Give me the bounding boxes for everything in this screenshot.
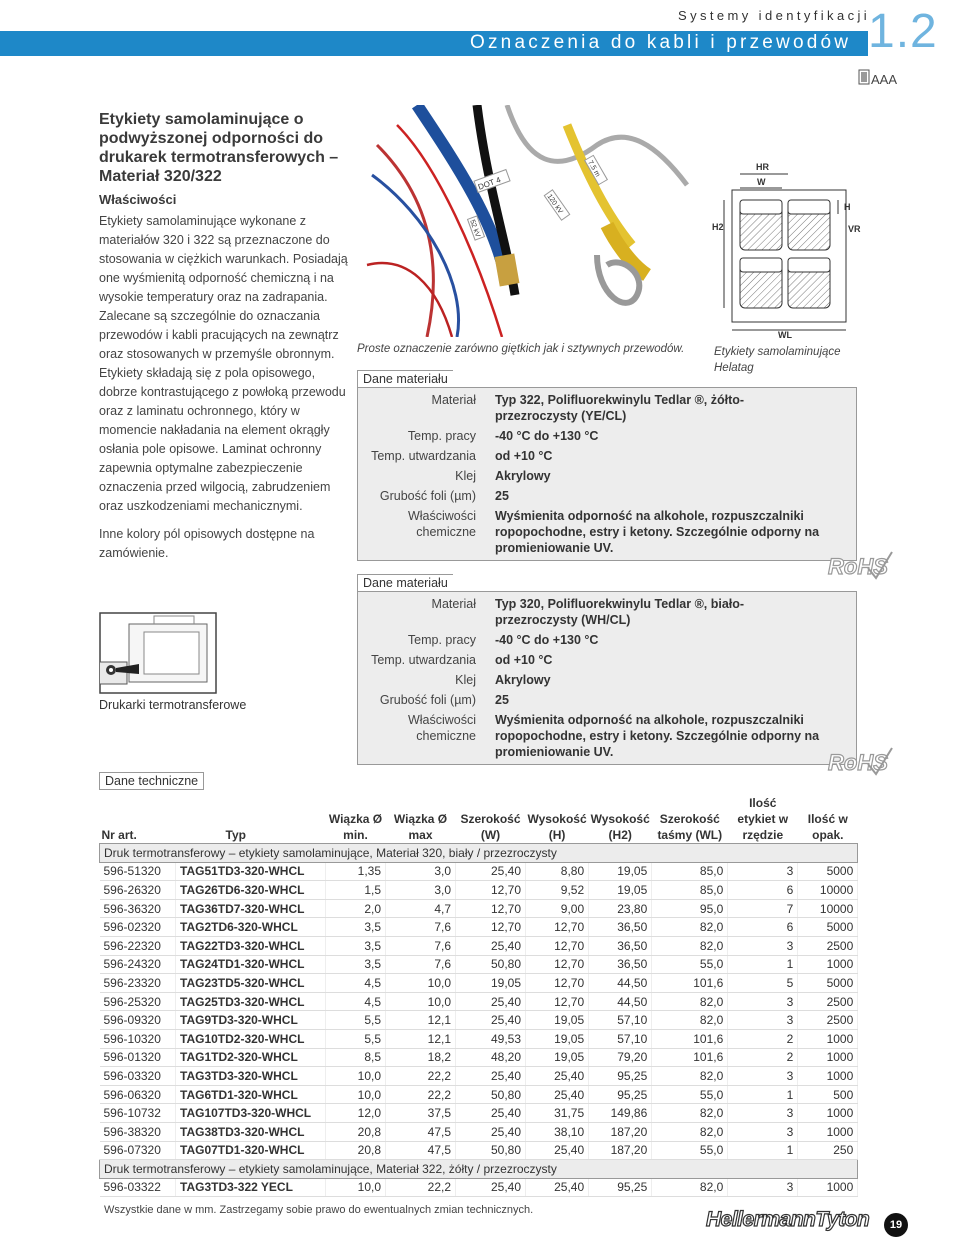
table-cell: 19,05 [526, 1011, 589, 1030]
cable-tag: 7.5 m [586, 159, 601, 179]
table-row [100, 881, 858, 900]
col-header: Wiązka Ø min. [328, 812, 383, 842]
table-cell: 55,0 [652, 1141, 728, 1160]
material-value: -40 °C do +130 °C [495, 633, 599, 647]
table-cell: 5000 [798, 918, 858, 937]
table-cell: 3 [728, 1122, 798, 1141]
table-cell: 1000 [798, 1178, 858, 1197]
properties-heading: Właściwości [99, 192, 177, 207]
table-cell: TAG36TD7-320-WHCL [176, 899, 326, 918]
table-cell: 95,0 [652, 899, 728, 918]
group-title: Druk termotransferowy – etykiety samolaminujące, Materiał 322, żółty / przezroczysty [100, 1160, 858, 1179]
table-row [100, 1011, 858, 1030]
col-header: Nr art. [101, 828, 137, 842]
table-cell: 5 [728, 974, 798, 993]
table-cell: 8,80 [526, 862, 589, 881]
table-cell: 12,70 [526, 992, 589, 1011]
table-cell: 3,0 [386, 862, 456, 881]
table-cell: TAG26TD6-320-WHCL [176, 881, 326, 900]
col-header: Szerokość taśmy (WL) [657, 812, 723, 842]
table-cell: 2500 [798, 992, 858, 1011]
table-cell: 82,0 [652, 1104, 728, 1123]
table-cell: TAG6TD1-320-WHCL [176, 1085, 326, 1104]
table-cell: 25,40 [456, 1011, 526, 1030]
table-cell: 187,20 [589, 1141, 652, 1160]
table-cell: 596-02320 [100, 918, 176, 937]
table-cell: 596-38320 [100, 1122, 176, 1141]
table-cell: 10,0 [326, 1178, 386, 1197]
col-header: Wysokość (H) [527, 812, 587, 842]
material-label: Klej [455, 673, 476, 687]
table-cell: 25,40 [526, 1067, 589, 1086]
dim-label: W [757, 177, 766, 187]
material-label: Temp. utwardzania [371, 653, 476, 667]
table-cell: 1000 [798, 1104, 858, 1123]
table-cell: 31,75 [526, 1104, 589, 1123]
table-cell: 9,00 [526, 899, 589, 918]
table-cell: 47,5 [386, 1122, 456, 1141]
table-cell: 1000 [798, 1029, 858, 1048]
table-cell: 82,0 [652, 1122, 728, 1141]
table-cell: 50,80 [456, 1085, 526, 1104]
table-cell: 12,0 [326, 1104, 386, 1123]
table-cell: 10,0 [326, 1085, 386, 1104]
table-cell: 101,6 [652, 974, 728, 993]
section-subtitle: Oznaczenia do kabli i przewodów [470, 32, 852, 53]
table-cell: 95,25 [589, 1178, 652, 1197]
table-row [100, 1104, 858, 1123]
material-value: Wyśmienita odporność na alkohole, rozpuszczalniki ropopochodne, estry i ketony. Szczególnie odporny na promieniowanie UV. [495, 509, 820, 555]
material-value: Wyśmienita odporność na alkohole, rozpuszczalniki ropopochodne, estry i ketony. Szczególnie odporny na promieniowanie UV. [495, 713, 820, 759]
table-cell: 10,0 [326, 1067, 386, 1086]
table-cell: 6 [728, 918, 798, 937]
page-title: Etykiety samolaminujące o podwyższonej odporności do drukarek termotransferowych – Materiał 320/322 [99, 111, 339, 185]
label-dimension-diagram [710, 160, 870, 342]
table-cell: 3 [728, 862, 798, 881]
material-data-322 [357, 370, 857, 560]
dim-label: WL [778, 330, 792, 340]
table-cell: TAG1TD2-320-WHCL [176, 1048, 326, 1067]
cable-tag: 52 kV [468, 218, 481, 239]
table-group-row [100, 844, 858, 863]
table-cell: 82,0 [652, 1067, 728, 1086]
group-title: Druk termotransferowy – etykiety samolaminujące, Materiał 320, biały / przezroczysty [100, 844, 858, 863]
table-cell: 25,40 [456, 1104, 526, 1123]
table-cell: 101,6 [652, 1048, 728, 1067]
material-label: Klej [455, 469, 476, 483]
col-header: Wiązka Ø max [393, 812, 448, 842]
table-row [100, 862, 858, 881]
table-cell: 3 [728, 1011, 798, 1030]
table-cell: 1 [728, 955, 798, 974]
table-cell: 82,0 [652, 1178, 728, 1197]
table-cell: 2,0 [326, 899, 386, 918]
technical-data-table [99, 795, 858, 1197]
table-cell: 10,0 [386, 992, 456, 1011]
technical-data-head: Dane techniczne [99, 772, 204, 790]
table-row [100, 1141, 858, 1160]
table-cell: 55,0 [652, 1085, 728, 1104]
table-cell: 44,50 [589, 974, 652, 993]
table-cell: 3,5 [326, 955, 386, 974]
table-cell: 19,05 [456, 974, 526, 993]
table-row [100, 974, 858, 993]
table-row [100, 1178, 858, 1197]
table-cell: 596-10320 [100, 1029, 176, 1048]
table-cell: TAG107TD3-320-WHCL [176, 1104, 326, 1123]
table-cell: 596-07320 [100, 1141, 176, 1160]
table-cell: 25,40 [456, 1067, 526, 1086]
table-cell: 1 [728, 1085, 798, 1104]
table-cell: 82,0 [652, 1011, 728, 1030]
table-cell: 250 [798, 1141, 858, 1160]
table-cell: 3 [728, 992, 798, 1011]
table-cell: 596-26320 [100, 881, 176, 900]
rohs-label: RoHS [828, 554, 888, 579]
table-cell: 25,40 [456, 936, 526, 955]
col-header: Szerokość (W) [460, 812, 521, 842]
table-cell: 1000 [798, 1048, 858, 1067]
table-row [100, 1029, 858, 1048]
table-cell: 596-03320 [100, 1067, 176, 1086]
diagram-caption-line: Helatag [714, 362, 754, 374]
table-cell: 37,5 [386, 1104, 456, 1123]
material-label: Temp. pracy [407, 429, 476, 443]
table-cell: 25,40 [456, 862, 526, 881]
table-cell: 82,0 [652, 936, 728, 955]
table-row [100, 936, 858, 955]
table-cell: 1,35 [326, 862, 386, 881]
table-cell: 82,0 [652, 992, 728, 1011]
table-cell: TAG10TD2-320-WHCL [176, 1029, 326, 1048]
table-cell: 596-03322 [100, 1178, 176, 1197]
table-cell: TAG3TD3-320-WHCL [176, 1067, 326, 1086]
table-cell: TAG2TD6-320-WHCL [176, 918, 326, 937]
material-label: Grubość foli (µm) [379, 693, 476, 707]
material-value: od +10 °C [495, 653, 553, 667]
table-cell: 5000 [798, 974, 858, 993]
table-cell: 1000 [798, 955, 858, 974]
thermal-printer-icon [99, 612, 217, 694]
table-cell: 149,86 [589, 1104, 652, 1123]
table-cell: 596-25320 [100, 992, 176, 1011]
table-cell: 3,5 [326, 936, 386, 955]
table-header-row [100, 795, 858, 844]
table-cell: 596-51320 [100, 862, 176, 881]
material-label: Materiał [431, 393, 476, 407]
col-header: Ilość w opak. [807, 812, 848, 842]
table-cell: 596-23320 [100, 974, 176, 993]
table-cell: 5000 [798, 862, 858, 881]
table-cell: 5,5 [326, 1029, 386, 1048]
material-label: Grubość foli (µm) [379, 489, 476, 503]
table-cell: 12,1 [386, 1029, 456, 1048]
table-cell: 500 [798, 1085, 858, 1104]
material-label: Temp. pracy [407, 633, 476, 647]
printer-caption: Drukarki termotransferowe [99, 698, 247, 712]
table-cell: 4,5 [326, 992, 386, 1011]
hellermanntyton-logo: HellermannTyton [706, 1208, 870, 1231]
table-cell: TAG22TD3-320-WHCL [176, 936, 326, 955]
table-cell: 6 [728, 881, 798, 900]
table-cell: 57,10 [589, 1029, 652, 1048]
footnote: Wszystkie dane w mm. Zastrzegamy sobie prawo do ewentualnych zmian technicznych. [104, 1204, 534, 1216]
table-cell: 22,2 [386, 1085, 456, 1104]
table-cell: 95,25 [589, 1067, 652, 1086]
table-cell: 12,70 [526, 974, 589, 993]
table-cell: 38,10 [526, 1122, 589, 1141]
table-cell: 7,6 [386, 918, 456, 937]
rohs-icon [826, 742, 896, 780]
table-cell: 101,6 [652, 1029, 728, 1048]
table-cell: 596-09320 [100, 1011, 176, 1030]
table-cell: 3 [728, 936, 798, 955]
aaa-label: AAA [871, 72, 898, 87]
table-cell: 12,1 [386, 1011, 456, 1030]
paragraph: Etykiety składają się z pola opisowego, dobrze kontrastującego z powłoką przewodu oraz z laminatu ochronnego, który w momencie nakładania na element okrągły osłania pole opisowe. Laminat ochronny zapewnia optymalne zabezpieczenie oznaczenia przed wilgocią, zabrudzeniem oraz uszkodzeniami mechanicznymi. [99, 366, 346, 513]
table-cell: 25,40 [526, 1141, 589, 1160]
table-cell: 12,70 [456, 918, 526, 937]
table-cell: 596-01320 [100, 1048, 176, 1067]
material-label: Temp. utwardzania [371, 449, 476, 463]
table-cell: 44,50 [589, 992, 652, 1011]
page-number: 19 [884, 1213, 908, 1237]
table-cell: TAG07TD1-320-WHCL [176, 1141, 326, 1160]
paragraph: Inne kolory pól opisowych dostępne na zamówienie. [99, 527, 315, 560]
table-cell: 50,80 [456, 955, 526, 974]
table-cell: 10000 [798, 899, 858, 918]
material-value: Typ 322, Polifluorekwinylu Tedlar ®, żółto-przezroczysty (YE/CL) [495, 393, 745, 423]
table-cell: 36,50 [589, 936, 652, 955]
table-cell: 12,70 [526, 918, 589, 937]
dim-label: HR [756, 162, 769, 172]
material-label: Właściwości chemiczne [407, 713, 476, 743]
table-cell: 20,8 [326, 1141, 386, 1160]
table-cell: 10000 [798, 881, 858, 900]
table-cell: 7 [728, 899, 798, 918]
material-head: Dane materiału [357, 574, 453, 592]
table-cell: 10,0 [386, 974, 456, 993]
table-cell: 1 [728, 1141, 798, 1160]
table-cell: 19,05 [526, 1029, 589, 1048]
table-cell: 3 [728, 1178, 798, 1197]
table-cell: 12,70 [456, 899, 526, 918]
table-cell: 82,0 [652, 918, 728, 937]
table-cell: 2500 [798, 936, 858, 955]
dim-label: H [844, 202, 851, 212]
material-value: Typ 320, Polifluorekwinylu Tedlar ®, biało-przezroczysty (WH/CL) [495, 597, 745, 627]
table-cell: 22,2 [386, 1178, 456, 1197]
section-category: Systemy identyfikacji [678, 8, 871, 23]
table-cell: 22,2 [386, 1067, 456, 1086]
table-cell: 596-22320 [100, 936, 176, 955]
material-label: Materiał [431, 597, 476, 611]
table-cell: TAG24TD1-320-WHCL [176, 955, 326, 974]
table-cell: 50,80 [456, 1141, 526, 1160]
col-header: Ilość etykiet w rzędzie [737, 796, 789, 842]
table-cell: 20,8 [326, 1122, 386, 1141]
table-cell: TAG23TD5-320-WHCL [176, 974, 326, 993]
table-cell: 18,2 [386, 1048, 456, 1067]
table-row [100, 955, 858, 974]
table-cell: 3,5 [326, 918, 386, 937]
dim-label: H2 [712, 222, 724, 232]
col-header: Wysokość (H2) [590, 812, 650, 842]
table-row [100, 918, 858, 937]
table-cell: 1,5 [326, 881, 386, 900]
material-data-320 [357, 574, 857, 764]
table-cell: 4,7 [386, 899, 456, 918]
table-cell: 5,5 [326, 1011, 386, 1030]
material-value: -40 °C do +130 °C [495, 429, 599, 443]
material-box [357, 591, 857, 765]
table-cell: 8,5 [326, 1048, 386, 1067]
table-cell: 187,20 [589, 1122, 652, 1141]
table-cell: 25,40 [456, 1122, 526, 1141]
table-cell: TAG38TD3-320-WHCL [176, 1122, 326, 1141]
table-cell: 79,20 [589, 1048, 652, 1067]
table-cell: 23,80 [589, 899, 652, 918]
cable-tag: DOT 4 [476, 175, 502, 192]
table-cell: 49,53 [456, 1029, 526, 1048]
table-row [100, 1067, 858, 1086]
table-cell: 19,05 [589, 881, 652, 900]
table-cell: 3 [728, 1104, 798, 1123]
table-cell: 57,10 [589, 1011, 652, 1030]
table-cell: 47,5 [386, 1141, 456, 1160]
table-cell: 25,40 [526, 1178, 589, 1197]
table-cell: 4,5 [326, 974, 386, 993]
table-cell: 1000 [798, 1122, 858, 1141]
table-group-row [100, 1160, 858, 1179]
table-cell: 596-36320 [100, 899, 176, 918]
table-cell: 12,70 [456, 881, 526, 900]
table-cell: TAG9TD3-320-WHCL [176, 1011, 326, 1030]
table-cell: 25,40 [456, 992, 526, 1011]
material-box [357, 387, 857, 561]
material-value: Akrylowy [495, 673, 551, 687]
table-cell: 25,40 [526, 1085, 589, 1104]
table-cell: 25,40 [456, 1178, 526, 1197]
section-number: 1.2 [868, 5, 938, 58]
diagram-caption-line: Etykiety samolaminujące [714, 346, 841, 358]
table-cell: 95,25 [589, 1085, 652, 1104]
table-row [100, 1085, 858, 1104]
rohs-label: RoHS [828, 750, 888, 775]
table-cell: 55,0 [652, 955, 728, 974]
cable-photo [357, 105, 691, 337]
material-label: Właściwości chemiczne [407, 509, 476, 539]
table-cell: 3 [728, 1067, 798, 1086]
cable-tag: 120 kV [545, 193, 564, 216]
table-cell: 1000 [798, 1067, 858, 1086]
table-cell: 2 [728, 1029, 798, 1048]
col-header: Typ [225, 828, 246, 842]
dim-label: VR [848, 224, 861, 234]
table-cell: 9,52 [526, 881, 589, 900]
table-cell: 85,0 [652, 881, 728, 900]
table-cell: TAG25TD3-320-WHCL [176, 992, 326, 1011]
table-cell: 596-10732 [100, 1104, 176, 1123]
photo-caption: Proste oznaczenie zarówno giętkich jak i sztywnych przewodów. [357, 343, 685, 355]
aaa-rating-icon [858, 60, 898, 90]
table-cell: 596-24320 [100, 955, 176, 974]
table-cell: 85,0 [652, 862, 728, 881]
material-value: od +10 °C [495, 449, 553, 463]
table-row [100, 992, 858, 1011]
table-cell: 19,05 [526, 1048, 589, 1067]
table-cell: 12,70 [526, 955, 589, 974]
table-cell: 2 [728, 1048, 798, 1067]
paragraph: Etykiety samolaminujące wykonane z materiałów 320 i 322 są przeznaczone do stosowania w ciężkich warunkach. Posiadają one wyśmienitą odporność chemiczną i na wysokie temperatury oraz na zadrapania. [99, 214, 348, 304]
table-cell: 19,05 [589, 862, 652, 881]
material-head: Dane materiału [357, 370, 453, 388]
table-cell: TAG51TD3-320-WHCL [176, 862, 326, 881]
table-cell: 7,6 [386, 955, 456, 974]
paragraph: Zalecane są szczególnie do oznaczania przewodów i kabli pracujących na zewnątrz oraz stosowanych w przemyśle obronnym. [99, 309, 339, 361]
table-cell: TAG3TD3-322 YECL [176, 1178, 326, 1197]
table-row [100, 1048, 858, 1067]
table-row [100, 1122, 858, 1141]
table-cell: 7,6 [386, 936, 456, 955]
table-cell: 596-06320 [100, 1085, 176, 1104]
description-body [99, 212, 349, 563]
table-cell: 3,0 [386, 881, 456, 900]
table-row [100, 899, 858, 918]
table-cell: 12,70 [526, 936, 589, 955]
table-cell: 48,20 [456, 1048, 526, 1067]
table-cell: 36,50 [589, 918, 652, 937]
table-cell: 36,50 [589, 955, 652, 974]
table-cell: 2500 [798, 1011, 858, 1030]
material-value: 25 [495, 489, 509, 503]
material-value: 25 [495, 693, 509, 707]
material-value: Akrylowy [495, 469, 551, 483]
